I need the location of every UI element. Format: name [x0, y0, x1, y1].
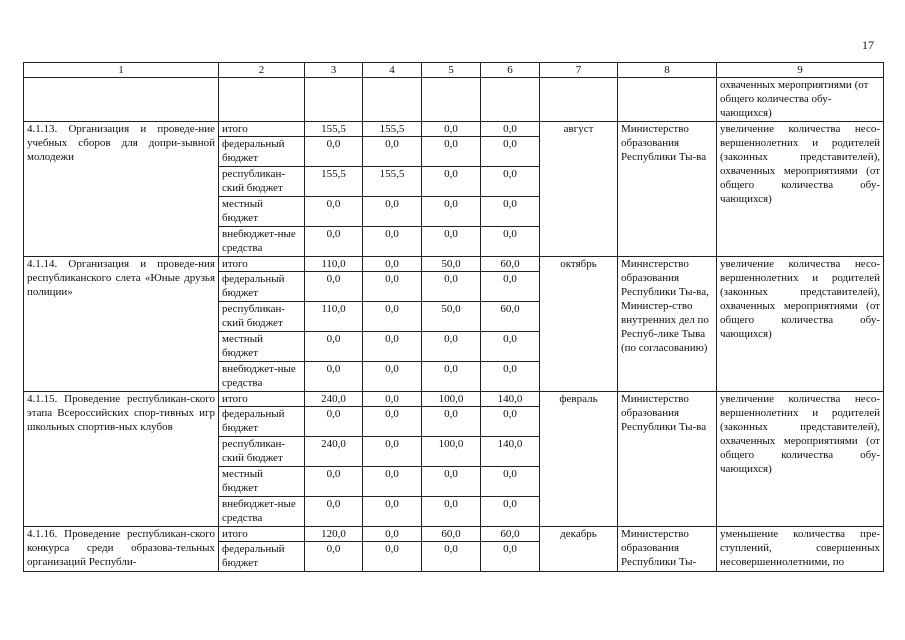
amount-cell: 0,0: [422, 167, 481, 197]
amount-cell: 0,0: [481, 362, 540, 392]
table-row: [24, 122, 884, 137]
amount-cell: 0,0: [305, 137, 363, 167]
funding-source: республикан-ский бюджет: [219, 302, 305, 332]
funding-source: местный бюджет: [219, 467, 305, 497]
amount-cell: 0,0: [363, 407, 422, 437]
table-row: [24, 527, 884, 542]
executor-cell: Министерство образования Республики Ты-ва, Министер-ство внутренних дел по Респуб-лике Тыва (по согласованию): [618, 257, 717, 392]
amount-cell: 0,0: [305, 332, 363, 362]
amount-cell: 60,0: [422, 527, 481, 542]
funding-source: местный бюджет: [219, 197, 305, 227]
amount-cell: 0,0: [363, 137, 422, 167]
amount-cell: 240,0: [305, 437, 363, 467]
term-cell: октябрь: [540, 257, 618, 392]
empty-cell: [219, 78, 305, 122]
empty-cell: [305, 78, 363, 122]
amount-cell: 0,0: [305, 542, 363, 572]
amount-cell: 0,0: [363, 362, 422, 392]
carryover-row: [24, 78, 884, 122]
executor-cell: Министерство образования Республики Ты-ва: [618, 392, 717, 527]
amount-cell: 140,0: [481, 392, 540, 407]
amount-cell: 60,0: [481, 257, 540, 272]
empty-cell: [363, 78, 422, 122]
column-header: 3: [305, 63, 363, 78]
funding-source: республикан-ский бюджет: [219, 167, 305, 197]
column-header: 6: [481, 63, 540, 78]
funding-source: внебюджет-ные средства: [219, 362, 305, 392]
amount-cell: 240,0: [305, 392, 363, 407]
result-cell: увеличение количества несо-вершеннолетних и родителей (законных представителей), охваченных мероприятиями (от общего количества обу-чающихся): [717, 257, 884, 392]
amount-cell: 0,0: [481, 227, 540, 257]
amount-cell: 120,0: [305, 527, 363, 542]
amount-cell: 50,0: [422, 257, 481, 272]
amount-cell: 60,0: [481, 527, 540, 542]
funding-source: итого: [219, 257, 305, 272]
funding-source: внебюджет-ные средства: [219, 497, 305, 527]
amount-cell: 100,0: [422, 437, 481, 467]
funding-source: итого: [219, 122, 305, 137]
amount-cell: 110,0: [305, 302, 363, 332]
amount-cell: 110,0: [305, 257, 363, 272]
amount-cell: 0,0: [481, 197, 540, 227]
amount-cell: 0,0: [422, 362, 481, 392]
amount-cell: 0,0: [422, 197, 481, 227]
empty-cell: [618, 78, 717, 122]
empty-cell: [540, 78, 618, 122]
program-table: [23, 62, 884, 572]
funding-source: федеральный бюджет: [219, 137, 305, 167]
result-cell: охваченных мероприятиями (от общего количества обу-чающихся): [717, 78, 884, 122]
amount-cell: 0,0: [305, 272, 363, 302]
empty-cell: [24, 78, 219, 122]
amount-cell: 0,0: [422, 332, 481, 362]
amount-cell: 0,0: [422, 122, 481, 137]
funding-source: федеральный бюджет: [219, 272, 305, 302]
page-number: 17: [862, 38, 874, 52]
column-header: 4: [363, 63, 422, 78]
amount-cell: 100,0: [422, 392, 481, 407]
funding-source: республикан-ский бюджет: [219, 437, 305, 467]
column-header: 1: [24, 63, 219, 78]
funding-source: федеральный бюджет: [219, 542, 305, 572]
amount-cell: 0,0: [363, 302, 422, 332]
table-body: [24, 63, 884, 572]
amount-cell: 0,0: [305, 497, 363, 527]
amount-cell: 0,0: [305, 362, 363, 392]
amount-cell: 60,0: [481, 302, 540, 332]
column-header: 7: [540, 63, 618, 78]
column-header: 5: [422, 63, 481, 78]
amount-cell: 0,0: [422, 137, 481, 167]
amount-cell: 0,0: [422, 497, 481, 527]
amount-cell: 0,0: [363, 227, 422, 257]
amount-cell: 0,0: [363, 257, 422, 272]
amount-cell: 0,0: [305, 407, 363, 437]
amount-cell: 155,5: [363, 122, 422, 137]
amount-cell: 0,0: [305, 227, 363, 257]
result-cell: увеличение количества несо-вершеннолетних и родителей (законных представителей), охваченных мероприятиями (от общего количества обу-чающихся): [717, 392, 884, 527]
column-header: 8: [618, 63, 717, 78]
measure-title: 4.1.16. Проведение республикан-ского конкурса среди образова-тельных организаций Республи-: [24, 527, 219, 572]
amount-cell: 0,0: [363, 197, 422, 227]
executor-cell: Министерство образования Республики Ты-: [618, 527, 717, 572]
amount-cell: 0,0: [363, 392, 422, 407]
amount-cell: 0,0: [481, 122, 540, 137]
measure-title: 4.1.14. Организация и проведе-ния республиканского слета «Юные друзья полиции»: [24, 257, 219, 392]
amount-cell: 0,0: [305, 467, 363, 497]
amount-cell: 0,0: [422, 272, 481, 302]
amount-cell: 0,0: [422, 407, 481, 437]
amount-cell: 0,0: [363, 437, 422, 467]
amount-cell: 0,0: [363, 542, 422, 572]
term-cell: август: [540, 122, 618, 257]
funding-source: итого: [219, 527, 305, 542]
amount-cell: 0,0: [481, 542, 540, 572]
term-cell: декабрь: [540, 527, 618, 572]
amount-cell: 155,5: [305, 122, 363, 137]
executor-cell: Министерство образования Республики Ты-ва: [618, 122, 717, 257]
amount-cell: 50,0: [422, 302, 481, 332]
amount-cell: 0,0: [305, 197, 363, 227]
table-row: [24, 257, 884, 272]
amount-cell: 0,0: [422, 542, 481, 572]
amount-cell: 0,0: [363, 497, 422, 527]
funding-source: внебюджет-ные средства: [219, 227, 305, 257]
measure-title: 4.1.15. Проведение республикан-ского этапа Всероссийских спор-тивных игр школьных спортив-ных клубов: [24, 392, 219, 527]
amount-cell: 0,0: [363, 527, 422, 542]
amount-cell: 0,0: [422, 467, 481, 497]
funding-source: итого: [219, 392, 305, 407]
column-header-row: [24, 63, 884, 78]
funding-source: федеральный бюджет: [219, 407, 305, 437]
amount-cell: 0,0: [481, 497, 540, 527]
amount-cell: 140,0: [481, 437, 540, 467]
result-cell: уменьшение количества пре-ступлений, совершенных несовершеннолетними, по: [717, 527, 884, 572]
amount-cell: 0,0: [481, 407, 540, 437]
column-header: 9: [717, 63, 884, 78]
amount-cell: 0,0: [481, 167, 540, 197]
empty-cell: [422, 78, 481, 122]
amount-cell: 0,0: [481, 272, 540, 302]
amount-cell: 0,0: [481, 467, 540, 497]
empty-cell: [481, 78, 540, 122]
amount-cell: 0,0: [363, 467, 422, 497]
amount-cell: 0,0: [481, 137, 540, 167]
funding-source: местный бюджет: [219, 332, 305, 362]
amount-cell: 0,0: [363, 272, 422, 302]
column-header: 2: [219, 63, 305, 78]
amount-cell: 155,5: [305, 167, 363, 197]
amount-cell: 0,0: [363, 332, 422, 362]
term-cell: февраль: [540, 392, 618, 527]
result-cell: увеличение количества несо-вершеннолетних и родителей (законных представителей), охваченных мероприятиями (от общего количества обу-чающихся): [717, 122, 884, 257]
amount-cell: 0,0: [481, 332, 540, 362]
table-row: [24, 392, 884, 407]
amount-cell: 0,0: [422, 227, 481, 257]
measure-title: 4.1.13. Организация и проведе-ние учебных сборов для допри-зывной молодежи: [24, 122, 219, 257]
amount-cell: 155,5: [363, 167, 422, 197]
